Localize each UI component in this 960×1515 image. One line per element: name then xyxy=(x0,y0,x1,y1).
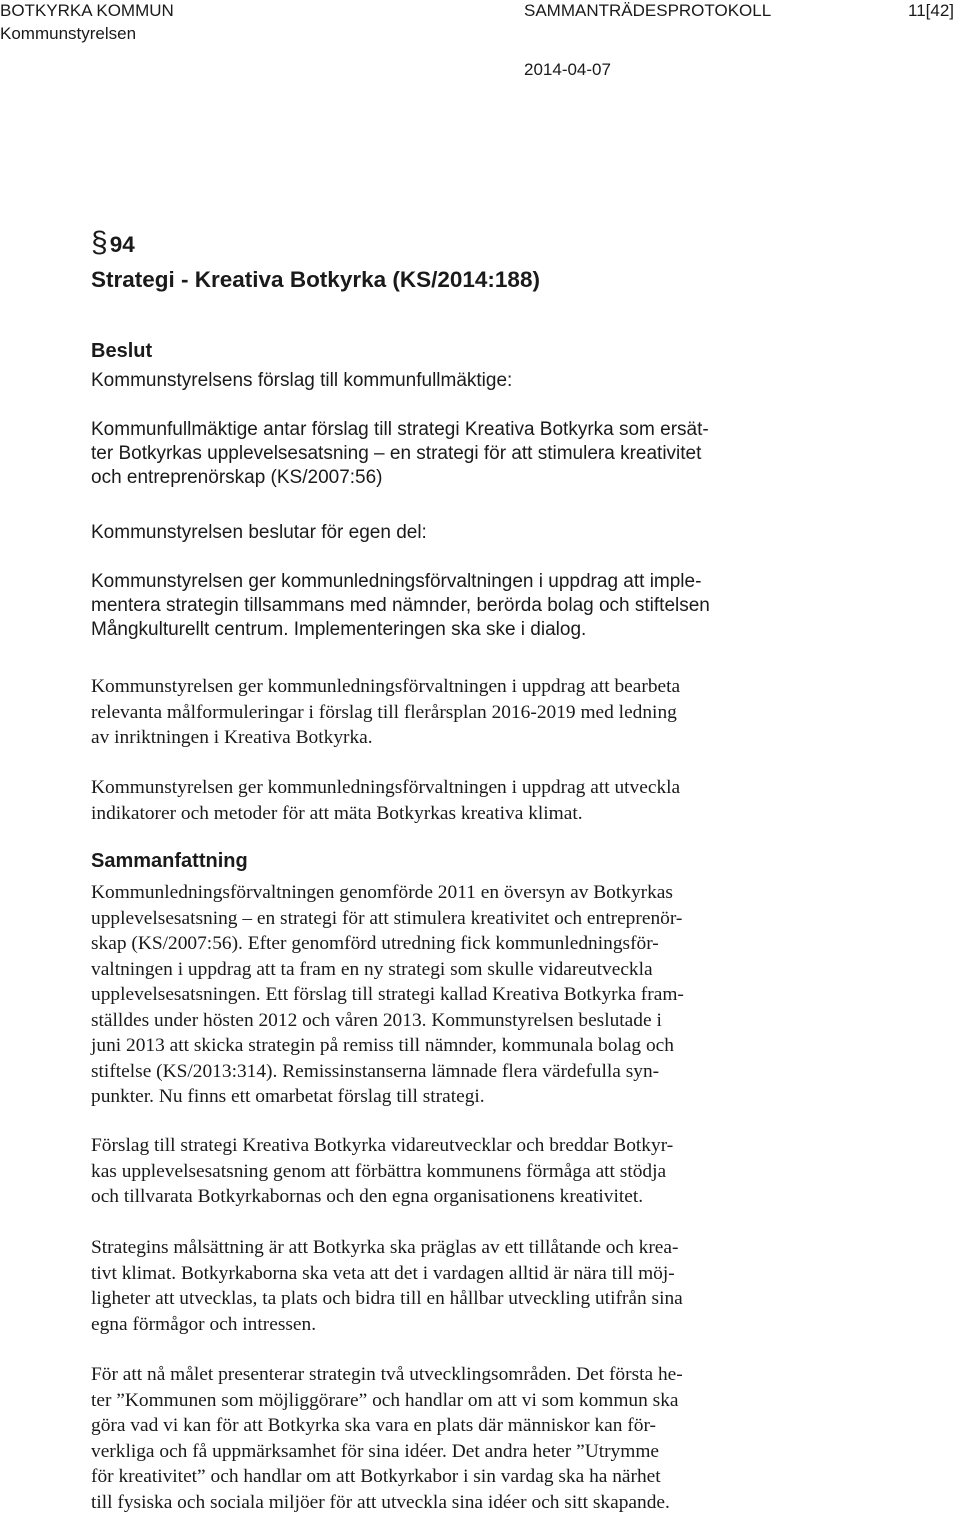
text-line: ter ”Kommunen som möjliggörare” och handlar om att vi som kommun ska xyxy=(91,1389,679,1411)
decision-item-1 xyxy=(91,570,821,642)
municipality-name: BOTKYRKA KOMMUN xyxy=(0,1,174,20)
text-line: göra vad vi kan för att Botkyrka ska vara en plats där människor kan för- xyxy=(91,1415,656,1436)
text-line: juni 2013 att skicka strategin på remiss till nämnder, kommunala bolag och xyxy=(91,1035,674,1056)
decision-item-3 xyxy=(91,775,821,826)
text-line: för kreativitet” och handlar om att Botkyrkabor i sin vardag ska ha närhet xyxy=(91,1466,661,1487)
text-line: punkter. Nu finns ett omarbetat förslag till strategi. xyxy=(91,1086,485,1107)
text-line: Kommunstyrelsen ger kommunledningsförvaltningen i uppdrag att bearbeta xyxy=(91,676,681,697)
meeting-date: 2014-04-07 xyxy=(524,60,611,79)
text-line: kas upplevelsesatsning genom att förbättra kommunens förmåga att stödja xyxy=(91,1160,667,1182)
text-line: stiftelse (KS/2013:314). Remissinstanserna lämnade flera värdefulla syn- xyxy=(91,1060,660,1082)
text-line: ter Botkyrkas upplevelsesatsning – en strategi för att stimulera kreativitet xyxy=(91,443,702,464)
summary-paragraph-1 xyxy=(91,880,821,1110)
text-line: Kommunstyrelsen ger kommunledningsförvaltningen i uppdrag att utveckla xyxy=(91,777,681,798)
text-line: relevanta målformuleringar i förslag till flerårsplan 2016-2019 med ledning xyxy=(91,701,677,723)
proposal-text xyxy=(91,418,709,490)
own-decision-intro: Kommunstyrelsen beslutar för egen del: xyxy=(91,522,427,543)
text-line: verkliga och få uppmärksamhet för sina idéer. Det andra heter ”Utrymme xyxy=(91,1440,660,1462)
text-line: Kommunstyrelsen ger kommunledningsförvaltningen i uppdrag att imple- xyxy=(91,571,702,592)
page-number: 11[42] xyxy=(908,1,955,20)
paragraph-number-value: 94 xyxy=(109,232,135,257)
text-line: av inriktningen i Kreativa Botkyrka. xyxy=(91,727,373,748)
text-line: Mångkulturellt centrum. Implementeringen ska ske i dialog. xyxy=(91,619,587,640)
text-line: tivt klimat. Botkyrkaborna ska veta att det i vardagen alltid är nära till möj- xyxy=(91,1262,675,1284)
text-line: Förslag till strategi Kreativa Botkyrka vidareutvecklar och breddar Botkyr- xyxy=(91,1135,674,1156)
text-line: och entreprenörskap (KS/2007:56) xyxy=(91,467,383,488)
section-heading-sammanfattning: Sammanfattning xyxy=(91,850,248,872)
summary-paragraph-2 xyxy=(91,1133,821,1210)
text-line: egna förmågor och intressen. xyxy=(91,1313,317,1335)
paragraph-number xyxy=(91,226,135,259)
text-line: mentera strategin tillsammans med nämnder, berörda bolag och stiftelsen xyxy=(91,595,710,616)
text-line: valtningen i uppdrag att ta fram en ny strategi som skulle vidareutveckla xyxy=(91,958,653,980)
text-line: upplevelsesatsningen. Ett förslag till strategi kallad Kreativa Botkyrka fram- xyxy=(91,984,684,1005)
text-line: upplevelsesatsning – en strategi för att stimulera kreativitet och entreprenör- xyxy=(91,907,683,929)
text-line: ställdes under hösten 2012 och våren 2013. Kommunstyrelsen beslutade i xyxy=(91,1009,662,1031)
paragraph-sign: § xyxy=(91,226,108,259)
proposal-intro: Kommunstyrelsens förslag till kommunfullmäktige: xyxy=(91,370,513,391)
document-type: SAMMANTRÄDESPROTOKOLL xyxy=(524,1,772,20)
text-line: indikatorer och metoder för att mäta Botkyrkas kreativa klimat. xyxy=(91,802,583,824)
text-line: till fysiska och sociala miljöer för att utveckla sina idéer och sitt skapande. xyxy=(91,1491,670,1513)
text-line: ligheter att utvecklas, ta plats och bidra till en hållbar utveckling utifrån sina xyxy=(91,1288,683,1309)
text-line: Strategins målsättning är att Botkyrka ska präglas av ett tillåtande och krea- xyxy=(91,1237,679,1258)
text-line: och tillvarata Botkyrkabornas och den egna organisationens kreativitet. xyxy=(91,1186,644,1207)
decision-item-2 xyxy=(91,674,821,751)
text-line: Kommunledningsförvaltningen genomförde 2011 en översyn av Botkyrkas xyxy=(91,882,673,903)
summary-paragraph-3 xyxy=(91,1235,821,1337)
paragraph-title: Strategi - Kreativa Botkyrka (KS/2014:188) xyxy=(91,267,540,292)
committee-name: Kommunstyrelsen xyxy=(0,24,137,43)
text-line: Kommunfullmäktige antar förslag till strategi Kreativa Botkyrka som ersät- xyxy=(91,419,709,440)
summary-paragraph-4 xyxy=(91,1362,821,1515)
section-heading-beslut: Beslut xyxy=(91,340,153,362)
text-line: skap (KS/2007:56). Efter genomförd utredning fick kommunledningsför- xyxy=(91,933,659,954)
text-line: För att nå målet presenterar strategin två utvecklingsområden. Det första he- xyxy=(91,1364,683,1385)
